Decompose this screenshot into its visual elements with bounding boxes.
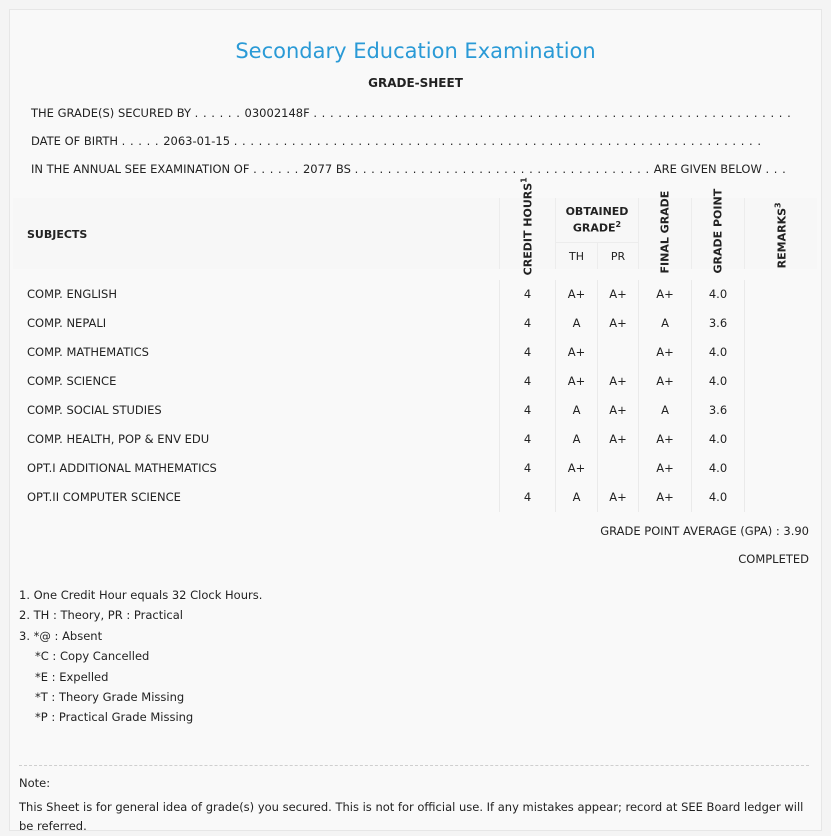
header-grade-point-cell: [692, 188, 745, 274]
table-row: [13, 454, 817, 483]
th-grade-cell: A: [572, 432, 581, 446]
result-status: COMPLETED: [738, 552, 809, 566]
subject-cell: OPT.II COMPUTER SCIENCE: [27, 490, 181, 504]
credit-cell: 4: [523, 287, 532, 301]
credit-cell: 4: [523, 432, 532, 446]
credit-cell: 4: [523, 403, 532, 417]
pr-grade-cell: A+: [609, 432, 627, 446]
dob-label: DATE OF BIRTH: [31, 134, 119, 148]
pr-grade-cell: A+: [609, 316, 627, 330]
header-remarks-cell: [745, 198, 817, 269]
header-subjects-cell: [13, 198, 500, 269]
th-grade-cell: A+: [567, 287, 586, 301]
header-credit-cell: [500, 177, 556, 276]
note-label: Note:: [19, 776, 51, 790]
grade-point-cell: 4.0: [708, 374, 728, 388]
final-grade-cell: A+: [656, 490, 674, 504]
header-final-grade: FINAL GRADE: [658, 190, 672, 274]
remarks-cell: [745, 425, 817, 454]
th-grade-cell: A+: [567, 461, 586, 475]
subject-cell: COMP. ENGLISH: [27, 287, 117, 301]
header-final-grade-cell: [639, 190, 692, 274]
remarks-cell: [745, 454, 817, 483]
grade-sheet: [9, 9, 822, 831]
footnotes: [19, 585, 262, 728]
grade-point-cell: 4.0: [708, 461, 728, 475]
note-text: This Sheet is for general idea of grade(s) you secured. This is not for official use. If any mistakes appear; record at SEE Board ledger will be referred.: [19, 800, 804, 833]
gpa-line: [600, 524, 809, 538]
final-grade-cell: A+: [656, 374, 674, 388]
secured-by-value: 03002148F: [244, 106, 310, 120]
table-row: [13, 309, 817, 338]
th-grade-cell: A: [572, 316, 581, 330]
page-subtitle: GRADE-SHEET: [368, 76, 463, 90]
credit-cell: 4: [523, 345, 532, 359]
remarks-cell: [745, 367, 817, 396]
header-pr: PR: [610, 250, 626, 263]
remarks-cell: [745, 309, 817, 338]
subject-cell: COMP. HEALTH, POP & ENV EDU: [27, 432, 210, 446]
header-obtained-line2: GRADE$^2$: [572, 220, 622, 235]
table-row: [13, 338, 817, 367]
header-credit-hours: CREDIT HOURS$^1$: [519, 177, 535, 276]
final-grade-cell: A+: [656, 345, 674, 359]
pr-grade-cell: [598, 338, 638, 367]
header-obtained-grade-cell: [556, 198, 639, 269]
th-grade-cell: A: [572, 403, 581, 417]
th-grade-cell: A+: [567, 374, 586, 388]
page-title: Secondary Education Examination: [235, 39, 596, 63]
remark-code-theory-missing: *T : Theory Grade Missing: [35, 689, 185, 704]
table-row: [13, 396, 817, 425]
grade-point-cell: 4.0: [708, 345, 728, 359]
remark-code-expelled: *E : Expelled: [35, 669, 109, 684]
header-th: TH: [569, 250, 584, 263]
remarks-cell: [745, 280, 817, 309]
final-grade-cell: A+: [656, 461, 674, 475]
pr-grade-cell: A+: [609, 490, 627, 504]
footnote-2: 2. TH : Theory, PR : Practical: [19, 608, 183, 623]
dob-value: 2063-01-15: [163, 134, 231, 148]
info-exam: IN THE ANNUAL SEE EXAMINATION OF . . . . . . 2077 BS . . . . . . . . . . . . . . . . . . . . . . . . . . . . . . . . . . . . ARE GIVEN BELOW . . .: [31, 162, 787, 176]
subject-cell: COMP. SOCIAL STUDIES: [27, 403, 162, 417]
grade-point-cell: 3.6: [708, 403, 728, 417]
info-date-of-birth: DATE OF BIRTH . . . . . 2063-01-15 . . . . . . . . . . . . . . . . . . . . . . . . . . . . . . . . . . . . . . . . . . . . . . . . . . . . . . . . . . . . . . . .: [31, 134, 762, 148]
final-grade-cell: A+: [656, 287, 674, 301]
grade-point-cell: 4.0: [708, 287, 728, 301]
remark-code-copy-cancelled: *C : Copy Cancelled: [35, 649, 150, 664]
credit-cell: 4: [523, 316, 532, 330]
credit-cell: 4: [523, 461, 532, 475]
th-grade-cell: A+: [567, 345, 586, 359]
exam-suffix: ARE GIVEN BELOW: [653, 162, 762, 176]
remarks-cell: [745, 338, 817, 367]
subject-cell: OPT.I ADDITIONAL MATHEMATICS: [27, 461, 217, 475]
pr-grade-cell: A+: [609, 374, 627, 388]
grade-point-cell: 3.6: [708, 316, 728, 330]
table-row: [13, 367, 817, 396]
credit-cell: 4: [523, 374, 532, 388]
secured-by-label: THE GRADE(S) SECURED BY: [31, 106, 192, 120]
subject-cell: COMP. NEPALI: [27, 316, 107, 330]
header-remarks: REMARKS$^3$: [773, 202, 789, 269]
th-grade-cell: A: [572, 490, 581, 504]
credit-cell: 4: [523, 490, 532, 504]
table-row: [13, 425, 817, 454]
footnote-3: 3. *@ : Absent: [19, 628, 103, 643]
grade-point-cell: 4.0: [708, 432, 728, 446]
gpa-value: 3.90: [783, 524, 809, 538]
note-divider: [19, 765, 809, 766]
header-subjects: SUBJECTS: [27, 228, 88, 241]
pr-grade-cell: A+: [609, 403, 627, 417]
gpa-label: GRADE POINT AVERAGE (GPA) :: [600, 524, 780, 538]
exam-label: IN THE ANNUAL SEE EXAMINATION OF: [31, 162, 250, 176]
pr-grade-cell: [598, 454, 638, 483]
final-grade-cell: A: [661, 316, 669, 330]
info-secured-by: THE GRADE(S) SECURED BY . . . . . . 03002148F . . . . . . . . . . . . . . . . . . . . . . . . . . . . . . . . . . . . . . . . . . . . . . . . . . . . . . . . . .: [31, 106, 792, 120]
header-grade-point: GRADE POINT: [711, 188, 725, 274]
table-row: [13, 280, 817, 309]
pr-grade-cell: A+: [609, 287, 627, 301]
grade-point-cell: 4.0: [708, 490, 728, 504]
remarks-cell: [745, 483, 817, 512]
table-row: [13, 483, 817, 512]
footnote-1: 1. One Credit Hour equals 32 Clock Hours.: [19, 588, 263, 602]
remarks-cell: [745, 396, 817, 425]
header-obtained-line1: OBTAINED: [565, 205, 629, 218]
exam-value: 2077 BS: [302, 162, 351, 176]
subject-cell: COMP. MATHEMATICS: [27, 345, 149, 359]
final-grade-cell: A: [661, 403, 669, 417]
subject-cell: COMP. SCIENCE: [27, 374, 117, 388]
final-grade-cell: A+: [656, 432, 674, 446]
remark-code-practical-missing: *P : Practical Grade Missing: [35, 710, 194, 725]
